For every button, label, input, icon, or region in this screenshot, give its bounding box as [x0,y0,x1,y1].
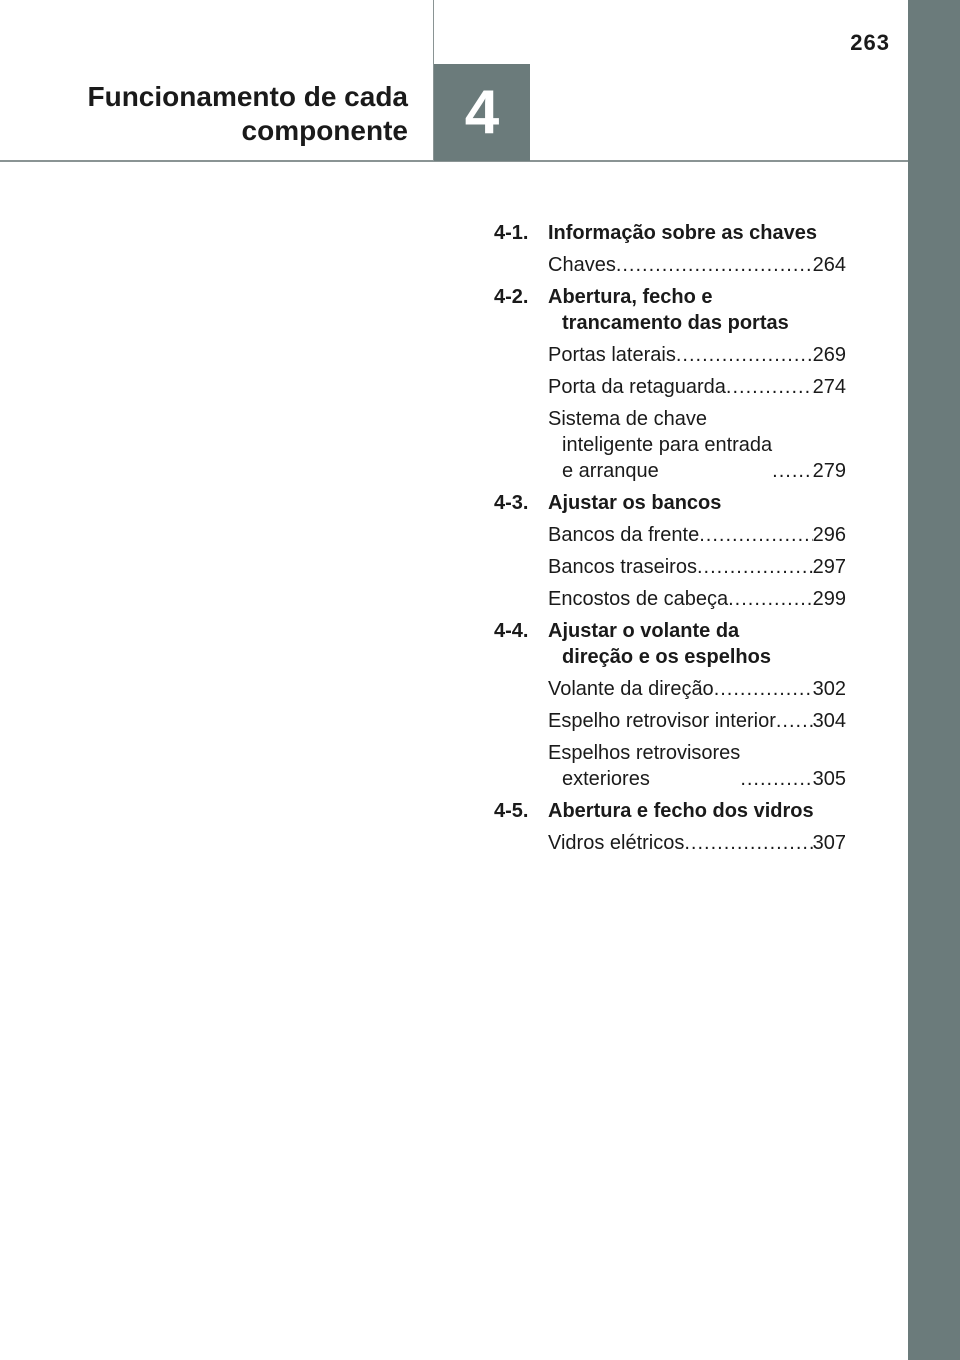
toc-entry-volante-direcao[interactable] [548,676,846,702]
entry-label-line3: e arranque [562,460,659,482]
toc-entry-espelho-interior[interactable] [548,708,846,734]
leader-dots [740,766,812,792]
section-title: Ajustar os bancos [548,492,722,514]
entry-page: 305 [812,768,846,790]
toc-entry-portas-laterais[interactable] [548,342,846,368]
entry-page: 307 [812,832,846,854]
entry-label: Portas laterais [548,344,676,366]
toc-entry-sistema-chave-inteligente[interactable] [548,406,846,484]
chapter-title-line1: Funcionamento de cada [87,81,408,112]
entry-page: 269 [812,344,846,366]
entry-label: Encostos de cabeça [548,588,729,610]
entry-label: Bancos traseiros [548,556,697,578]
page-number: 263 [850,30,890,55]
leader-dots [776,708,813,734]
section-number: 4-1. [494,222,529,244]
section-heading[interactable] [494,798,846,824]
leader-dots [699,522,812,548]
chapter-side-tab [908,0,960,1360]
leader-dots [697,554,813,580]
toc-entry-vidros-eletricos[interactable] [548,830,846,856]
leader-dots [772,458,812,484]
toc-entry-bancos-frente[interactable] [548,522,846,548]
leader-dots [676,342,813,368]
toc-section-4-3 [494,490,846,612]
leader-dots [684,830,812,856]
section-title-line2: trancamento das portas [562,312,789,334]
entry-page: 302 [812,678,846,700]
entry-label-line2: exteriores [562,768,650,790]
toc-section-4-2 [494,284,846,484]
toc-section-4-1 [494,220,846,278]
leader-dots [726,374,813,400]
section-title-line1: Abertura, fecho e [548,286,713,308]
entry-page: 279 [812,460,846,482]
entry-label-line1: Espelhos retrovisores [548,742,741,764]
section-number: 4-2. [494,286,529,308]
section-heading[interactable] [494,490,846,516]
toc-entry-porta-retaguarda[interactable] [548,374,846,400]
entry-label: Bancos da frente [548,524,700,546]
entry-label: Volante da direção [548,678,714,700]
entry-page: 304 [812,710,846,732]
toc-section-4-5 [494,798,846,856]
chapter-title [88,80,409,148]
toc-entry-chaves[interactable] [548,252,846,278]
entry-page: 296 [812,524,846,546]
section-title [548,284,846,336]
toc-entry-espelhos-exteriores[interactable] [548,740,846,792]
entry-page: 264 [812,254,846,276]
section-title-line2: direção e os espelhos [562,646,771,668]
entry-page: 297 [812,556,846,578]
section-title: Abertura e fecho dos vidros [548,800,814,822]
entry-label-line1: Sistema de chave [548,408,707,430]
leader-dots [714,676,813,702]
toc-entry-bancos-traseiros[interactable] [548,554,846,580]
table-of-contents [494,220,846,862]
leader-dots [728,586,813,612]
section-heading[interactable] [494,220,846,246]
section-title [548,618,846,670]
section-heading[interactable] [494,284,846,336]
entry-label: Chaves [548,254,616,276]
section-number: 4-5. [494,800,529,822]
section-heading[interactable] [494,618,846,670]
entry-label: Espelho retrovisor interior [548,710,776,732]
entry-page: 299 [812,588,846,610]
toc-section-4-4 [494,618,846,792]
toc-entry-encostos-cabeca[interactable] [548,586,846,612]
chapter-number-badge: 4 [434,64,530,161]
entry-page: 274 [812,376,846,398]
chapter-title-line2: componente [241,115,408,146]
section-title: Informação sobre as chaves [548,222,818,244]
entry-label-line2: inteligente para entrada [562,434,773,456]
section-number: 4-4. [494,620,529,642]
section-title-line1: Ajustar o volante da [548,620,740,642]
section-number: 4-3. [494,492,529,514]
leader-dots [616,252,813,278]
entry-label: Porta da retaguarda [548,376,726,398]
entry-label: Vidros elétricos [548,832,685,854]
